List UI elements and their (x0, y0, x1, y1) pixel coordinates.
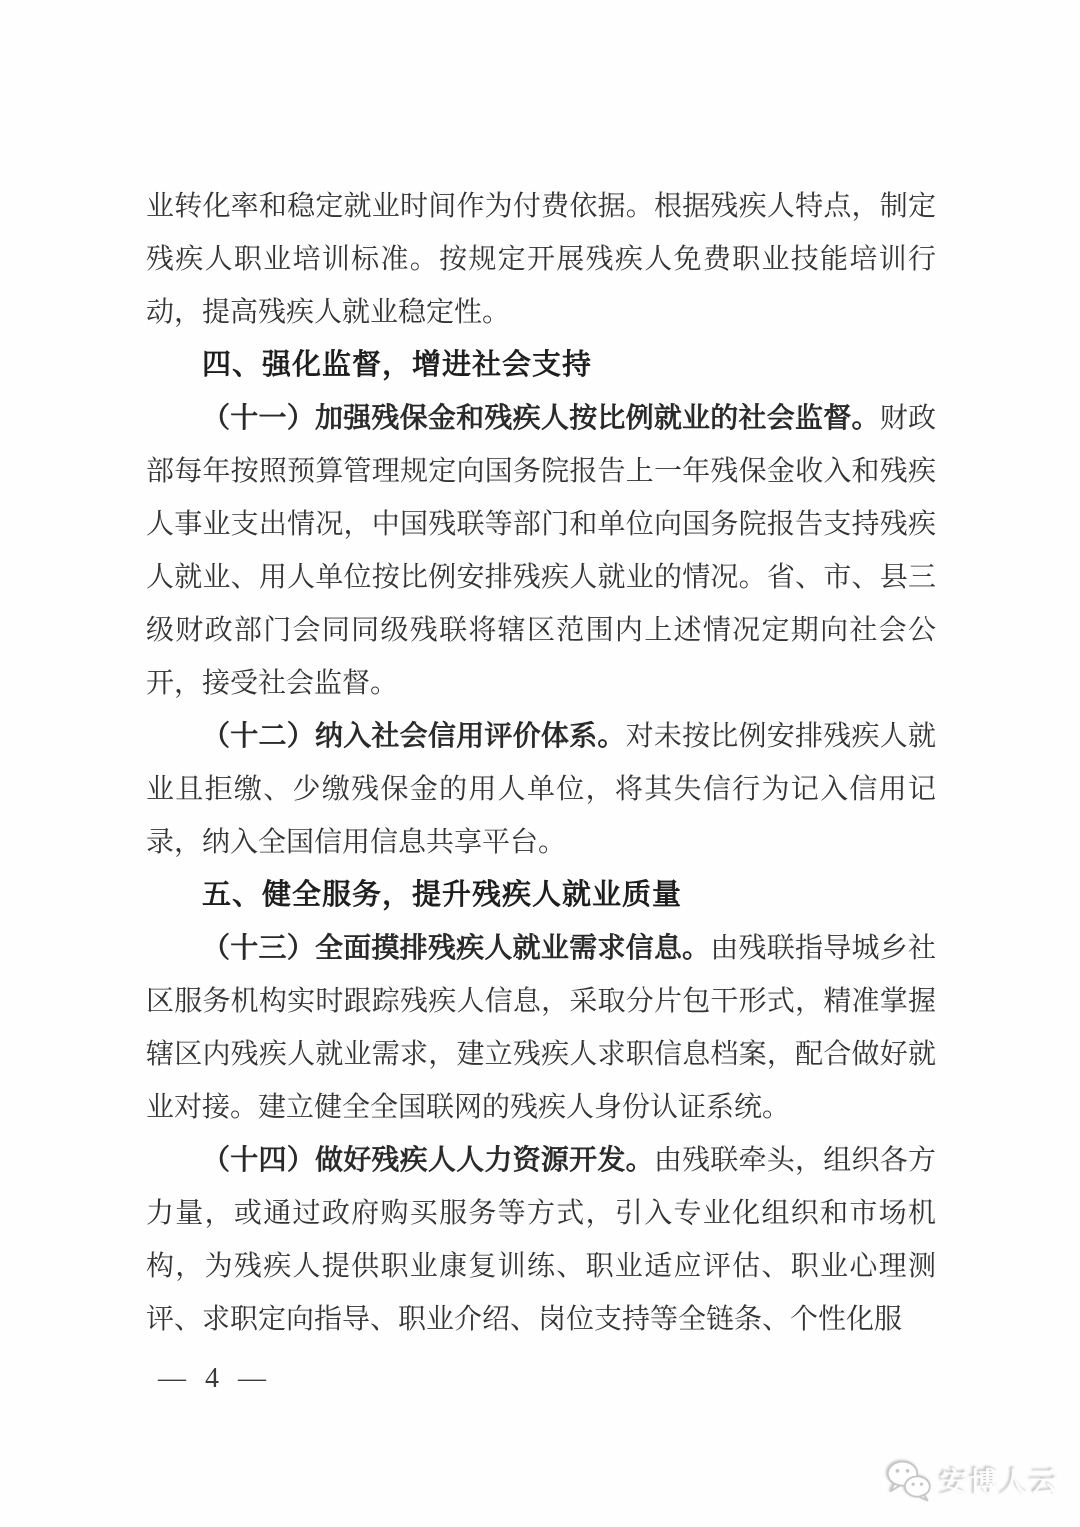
document-body (146, 180, 936, 1346)
paragraph-lead: （十四）做好残疾人人力资源开发。 (202, 1145, 654, 1176)
paragraph-lead: （十三）全面摸排残疾人就业需求信息。 (202, 933, 711, 964)
paragraph-lead: （十一）加强残保金和残疾人按比例就业的社会监督。 (202, 403, 880, 434)
paragraph (146, 180, 936, 339)
page-number: — 4 — (158, 1363, 272, 1394)
paragraph-text: 由残联牵头，组织各方力量，或通过政府购买服务等方式，引入专业化组织和市场机构，为残疾人提供职业康复训练、职业适应评估、职业心理测评、求职定向指导、职业介绍、岗位支持等全链条、个性化服 (146, 1145, 936, 1335)
wechat-icon (885, 1459, 933, 1503)
paragraph-text: 对未按比例安排残疾人就业且拒缴、少缴残保金的用人单位，将其失信行为记入信用记录，纳入全国信用信息共享平台。 (146, 721, 936, 858)
watermark-brand: 安博人云 (939, 1467, 1060, 1498)
paragraph (146, 922, 936, 1134)
paragraph-text: 财政部每年按照预算管理规定向国务院报告上一年残保金收入和残疾人事业支出情况，中国残联等部门和单位向国务院报告支持残疾人就业、用人单位按比例安排残疾人就业的情况。省、市、县三级财政部门会同同级残联将辖区范围内上述情况定期向社会公开，接受社会监督。 (146, 403, 936, 699)
section-heading: 五、健全服务，提升残疾人就业质量 (202, 879, 683, 911)
paragraph-text: 由残联指导城乡社区服务机构实时跟踪残疾人信息，采取分片包干形式，精准掌握辖区内残疾人就业需求，建立残疾人求职信息档案，配合做好就业对接。建立健全全国联网的残疾人身份认证系统。 (146, 933, 936, 1123)
paragraph (146, 710, 936, 869)
watermark (885, 1459, 1060, 1503)
section-heading: 四、强化监督，增进社会支持 (202, 349, 593, 381)
paragraph (146, 392, 936, 710)
paragraph-text: 业转化率和稳定就业时间作为付费依据。根据残疾人特点，制定残疾人职业培训标准。按规定开展残疾人免费职业技能培训行动，提高残疾人就业稳定性。 (146, 191, 936, 328)
paragraph (146, 1134, 936, 1346)
paragraph-lead: （十二）纳入社会信用评价体系。 (202, 721, 626, 752)
